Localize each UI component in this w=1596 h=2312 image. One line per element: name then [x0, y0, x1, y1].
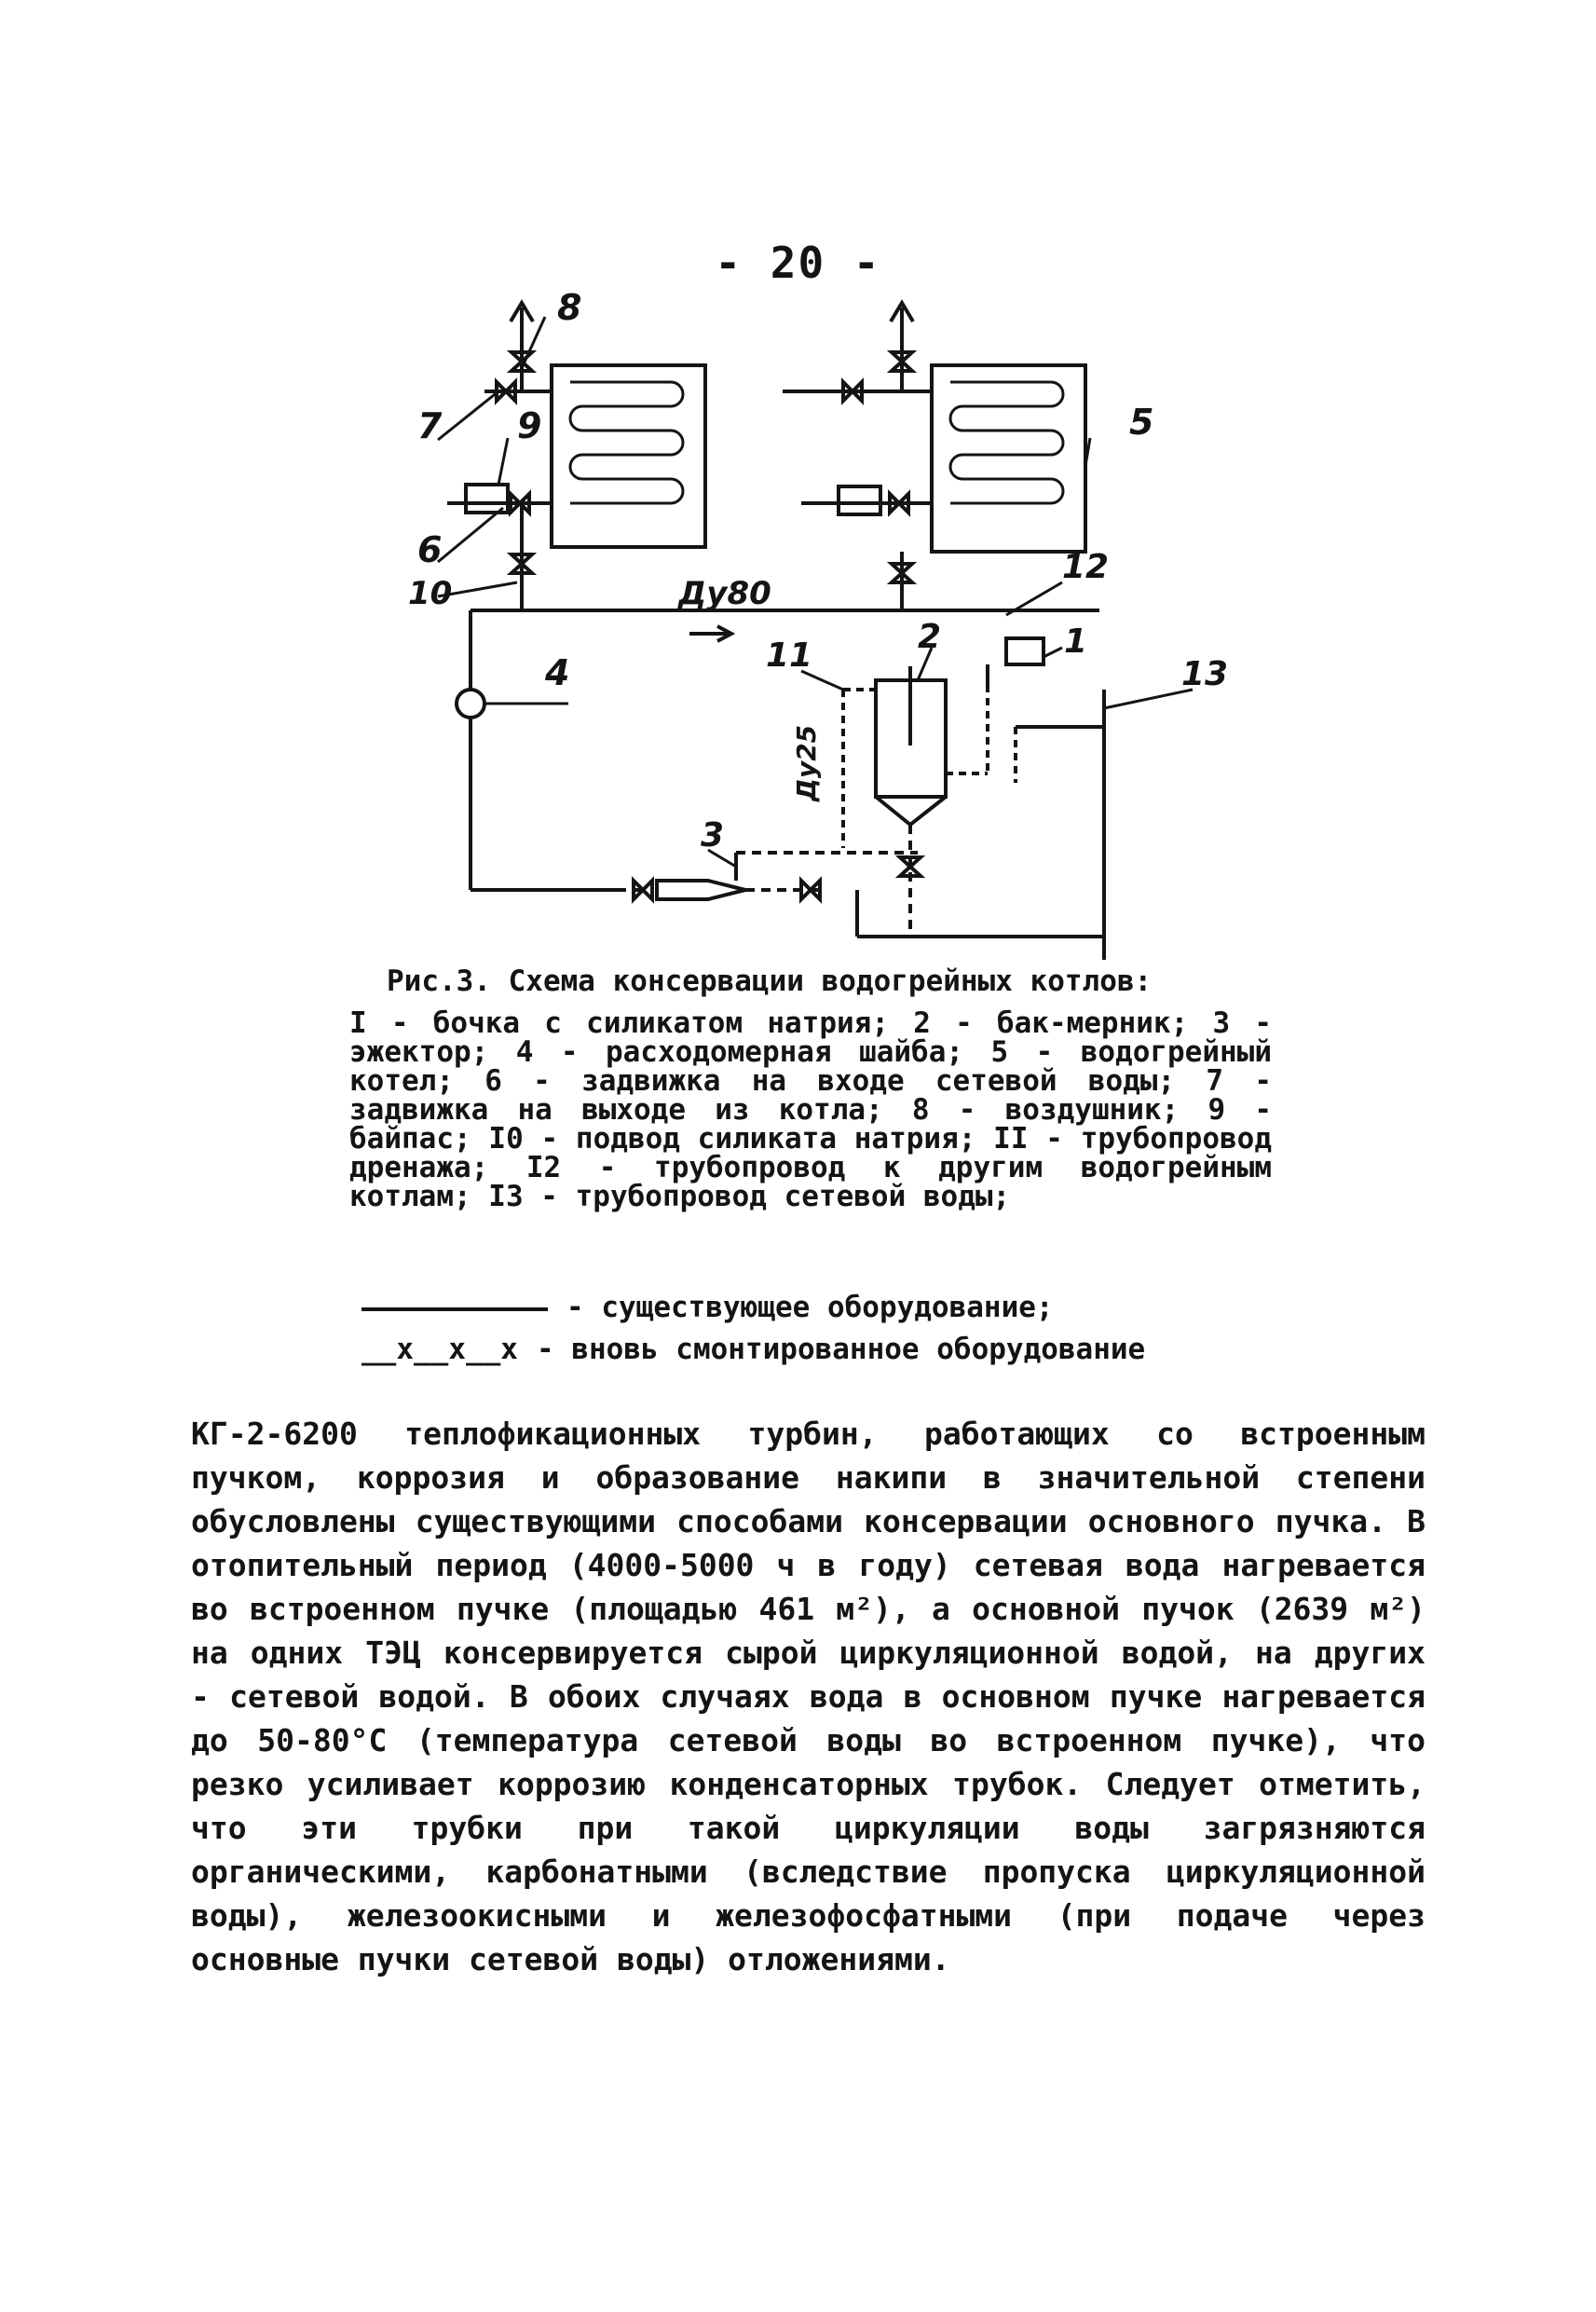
solid-line-symbol [361, 1307, 548, 1311]
legend-existing-text: - существующее оборудование; [566, 1291, 1054, 1324]
caption-title: Рис.3. Схема консервации водогрейных котлов: [387, 964, 1153, 998]
main-text [191, 1412, 1425, 1981]
label-2: 2 [918, 618, 942, 656]
label-13: 13 [1181, 655, 1229, 693]
legend-new-text: - вновь смонтированное оборудование [536, 1333, 1146, 1366]
flow-meter-4 [457, 690, 484, 718]
label-10: 10 [408, 575, 453, 612]
silicate-barrel-1 [1006, 638, 1044, 664]
page-number: - 20 - [715, 238, 881, 288]
label-du25: Ду25 [791, 724, 822, 801]
label-11: 11 [766, 636, 813, 675]
label-5: 5 [1129, 402, 1154, 443]
label-3: 3 [701, 816, 725, 855]
boiler-conservation-diagram [0, 0, 1596, 988]
legend-new-marker: __x__x__x [361, 1333, 518, 1366]
figure-caption [349, 964, 1272, 1213]
boiler-right-coil [950, 382, 1063, 503]
legend-existing [361, 1291, 1054, 1324]
ejector-3 [657, 881, 745, 899]
label-6: 6 [417, 529, 443, 570]
label-1: 1 [1064, 622, 1088, 661]
label-7: 7 [417, 405, 443, 446]
legend-new [361, 1333, 1145, 1366]
label-12: 12 [1062, 548, 1110, 586]
boiler-left-coil [570, 382, 683, 503]
label-8: 8 [557, 287, 582, 328]
caption-body: I - бочка с силикатом натрия; 2 - бак-мерник; 3 - эжектор; 4 - расходомерная шайба; 5 - водогрейный котел; 6 - задвижка на входе сетевой воды; 7 - задвижка на выходе из котла; 8 - воздушник; 9 - байпас; I0 - подвод силиката натрия; II - трубопровод дренажа; I2 - трубопровод к другим водогрейным котлам; I3 - трубопровод сетевой воды; [349, 1006, 1272, 1213]
main-paragraph: КГ-2-6200 теплофикационных турбин, работающих со встроенным пучком, коррозия и образование накипи в значительной степени обусловлены существующими способами консервации основного пучка. В отопительный период (4000-5000 ч в году) сетевая вода нагревается во встроенном пучке (площадью 461 м²), а основной пучок (2639 м²) на одних ТЭЦ консервируется сырой циркуляционной водой, на других - сетевой водой. В обоих случаях вода в основном пучке нагревается до 50-80°С (температура сетевой воды во встроенном пучке), что резко усиливает коррозию конденсаторных трубок. Следует отметить, что эти трубки при такой циркуляции воды загрязняются органическими, карбонатными (вследствие пропуска циркуляционной воды), железоокисными и железофосфатными (при подаче через основные пучки сетевой воды) отложениями. [191, 1416, 1425, 1977]
label-9: 9 [517, 405, 542, 446]
label-du80: Ду80 [678, 575, 771, 612]
label-4: 4 [545, 652, 570, 693]
